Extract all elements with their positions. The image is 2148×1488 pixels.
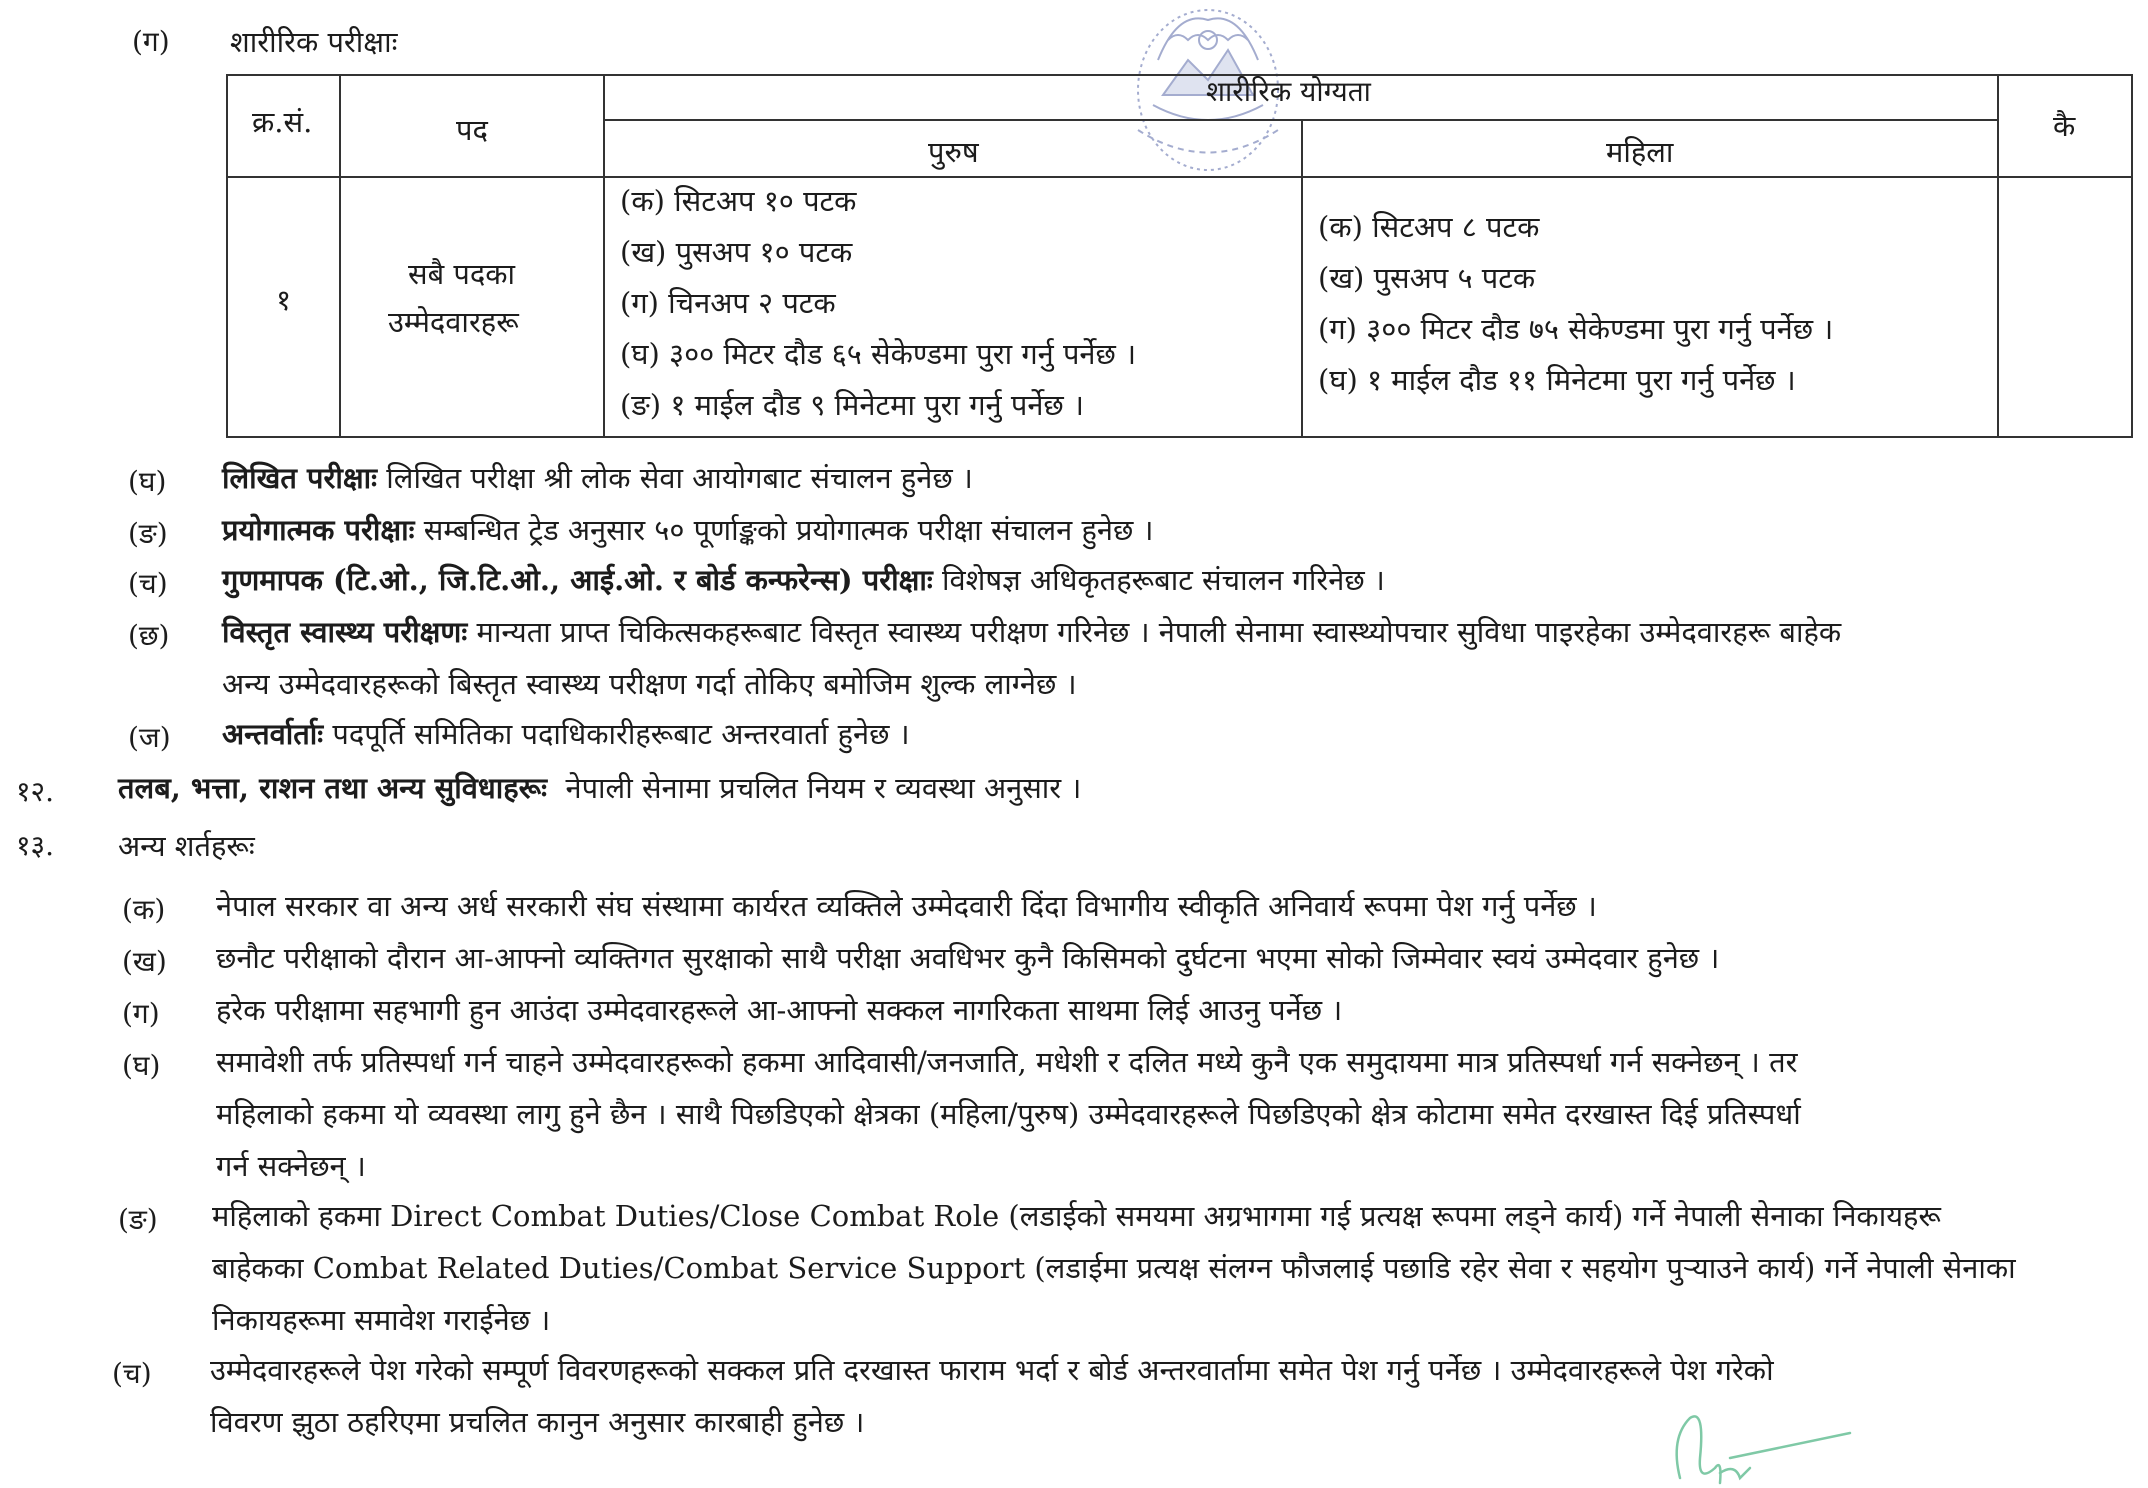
header-serial-number: क्र.सं. xyxy=(252,105,313,139)
header-post: पद xyxy=(456,113,488,147)
item-marker: (ख) xyxy=(122,945,167,978)
item-text: मान्यता प्राप्त चिकित्सकहरूबाट विस्तृत स्वास्थ्य परीक्षण गरिनेछ । नेपाली सेनामा स्वास्थ्योपचार सुविधा पाइरहेका उम्मेदवारहरू बाहेक xyxy=(476,615,1842,649)
item-marker: (ज) xyxy=(128,721,171,754)
condition-item: उम्मेदवारहरूले पेश गरेको सम्पूर्ण विवरणहरूको सक्कल प्रति दरखास्त फाराम भर्दा र बोर्ड अन्तरवार्तामा समेत पेश गर्नु पर्नेछ । उम्मेदवारहरूले पेश गरेको विवरण झुठा ठहरिएमा प्रचलित कानुन अनुसार कारबाही हुनेछ । xyxy=(210,1353,1774,1439)
row-serial-number: १ xyxy=(276,283,292,317)
row-post-line2: उम्मेदवारहरू xyxy=(388,305,519,339)
item-title: विस्तृत स्वास्थ्य परीक्षणः xyxy=(222,615,468,649)
row-post-line1: सबै पदका xyxy=(408,257,516,291)
condition-item: छनौट परीक्षाको दौरान आ-आफ्नो व्यक्तिगत सुरक्षाको साथै परीक्षा अवधिभर कुनै किसिमको दुर्घटना भएमा सोको जिम्मेवार स्वयं उम्मेदवार हुनेछ । xyxy=(216,941,1720,975)
condition-item: हरेक परीक्षामा सहभागी हुन आउंदा उम्मेदवारहरूले आ-आफ्नो सक्कल नागरिकता साथमा लिई आउनु पर्नेछ । xyxy=(216,993,1343,1027)
item-marker: (च) xyxy=(112,1357,152,1390)
condition-item: समावेशी तर्फ प्रतिस्पर्धा गर्न चाहने उम्मेदवारहरूको हकमा आदिवासी/जनजाति, मधेशी र दलित मध्ये कुनै एक समुदायमा मात्र प्रतिस्पर्धा गर्न सक्नेछन् । तर महिलाको हकमा यो व्यवस्था लागु हुने छैन । साथै पिछडिएको क्षेत्रका (महिला/पुरुष) उम्मेदवारहरूले पिछडिएको क्षेत्र कोटामा समेत दरखास्त दिई प्रतिस्पर्धा गर्न सक्नेछन् । xyxy=(216,1045,1801,1183)
list-item: (ङ) १ माईल दौड ९ मिनेटमा पुरा गर्नु पर्नेछ । xyxy=(620,388,1084,422)
item-marker: (च) xyxy=(128,567,168,600)
item-marker: (घ) xyxy=(128,465,167,498)
interview-item xyxy=(222,708,910,760)
list-item: (घ) ३०० मिटर दौड ६५ सेकेण्डमा पुरा गर्नु पर्नेछ । xyxy=(620,337,1137,371)
item-marker: (ग) xyxy=(122,997,160,1030)
list-item: (ख) पुसअप ५ पटक xyxy=(1318,261,1536,295)
section-title: तलब, भत्ता, राशन तथा अन्य सुविधाहरूः xyxy=(118,771,548,805)
item-text: पदपूर्ति समितिका पदाधिकारीहरूबाट अन्तरवार्ता हुनेछ । xyxy=(332,717,910,751)
health-exam-item xyxy=(222,606,1841,710)
item-marker: (ङ) xyxy=(128,517,168,550)
item-title: लिखित परीक्षाः xyxy=(222,461,378,495)
item-marker: (ङ) xyxy=(118,1203,158,1236)
physical-exam-title: शारीरिक परीक्षाः xyxy=(230,25,398,59)
header-remarks: कै xyxy=(2053,109,2076,143)
salary-section xyxy=(118,762,1081,814)
list-item: (क) सिटअप १० पटक xyxy=(620,184,857,218)
condition-item: नेपाल सरकार वा अन्य अर्ध सरकारी संघ संस्थामा कार्यरत व्यक्तिले उम्मेदवारी दिंदा विभागीय स्वीकृति अनिवार्य रूपमा पेश गर्नु पर्नेछ । xyxy=(216,889,1597,923)
item-text: अन्य उम्मेदवारहरूको बिस्तृत स्वास्थ्य परीक्षण गर्दा तोकिए बमोजिम शुल्क लाग्नेछ । xyxy=(222,667,1077,701)
list-item: (घ) १ माईल दौड ११ मिनेटमा पुरा गर्नु पर्नेछ । xyxy=(1318,363,1796,397)
section-text: नेपाली सेनामा प्रचलित नियम र व्यवस्था अनुसार । xyxy=(565,771,1082,805)
item-title: गुणमापक (टि.ओ., जि.टि.ओ., आई.ओ. र बोर्ड कन्फरेन्स) परीक्षाः xyxy=(222,563,933,597)
practical-exam-item xyxy=(222,504,1154,556)
list-item: (ख) पुसअप १० पटक xyxy=(620,235,853,269)
section-marker: (ग) xyxy=(132,25,170,58)
item-marker: (घ) xyxy=(122,1049,161,1082)
header-physical-qualification: शारीरिक योग्यता xyxy=(1206,75,1371,108)
item-text: लिखित परीक्षा श्री लोक सेवा आयोगबाट संचालन हुनेछ । xyxy=(386,461,973,495)
list-item: (ग) ३०० मिटर दौड ७५ सेकेण्डमा पुरा गर्नु पर्नेछ । xyxy=(1318,312,1834,346)
aptitude-exam-item xyxy=(222,554,1385,606)
female-requirements-list xyxy=(1318,202,1833,406)
header-male: पुरुष xyxy=(928,135,979,169)
written-exam-item xyxy=(222,452,973,504)
header-female: महिला xyxy=(1606,135,1674,169)
section-number: १३. xyxy=(16,829,55,862)
item-title: प्रयोगात्मक परीक्षाः xyxy=(222,513,415,547)
item-marker: (छ) xyxy=(128,619,170,652)
signature-icon xyxy=(1660,1398,1860,1488)
section-number: १२. xyxy=(16,775,55,808)
item-text: सम्बन्धित ट्रेड अनुसार ५० पूर्णाङ्कको प्रयोगात्मक परीक्षा संचालन हुनेछ । xyxy=(423,513,1154,547)
list-item: (क) सिटअप ८ पटक xyxy=(1318,210,1540,244)
list-item: (ग) चिनअप २ पटक xyxy=(620,286,836,320)
item-marker: (क) xyxy=(122,893,166,926)
item-title: अन्तर्वार्ताः xyxy=(222,717,324,751)
physical-qualification-table xyxy=(226,74,2133,438)
male-requirements-list xyxy=(620,176,1136,431)
condition-item: महिलाको हकमा Direct Combat Duties/Close Combat Role (लडाईको समयमा अग्रभागमा गई प्रत्यक्ष रूपमा लड्ने कार्य) गर्ने नेपाली सेनाका निकायहरू बाहेकका Combat Related Duties/Combat Service Support (लडाईमा प्रत्यक्ष संलग्न फौजलाई पछाडि रहेर सेवा र सहयोग पुऱ्याउने कार्य) गर्ने नेपाली सेनाका निकायहरूमा समावेश गराईनेछ । xyxy=(212,1199,2016,1337)
item-text: विशेषज्ञ अधिकृतहरूबाट संचालन गरिनेछ । xyxy=(941,563,1385,597)
section-title: अन्य शर्तहरूः xyxy=(118,829,255,863)
